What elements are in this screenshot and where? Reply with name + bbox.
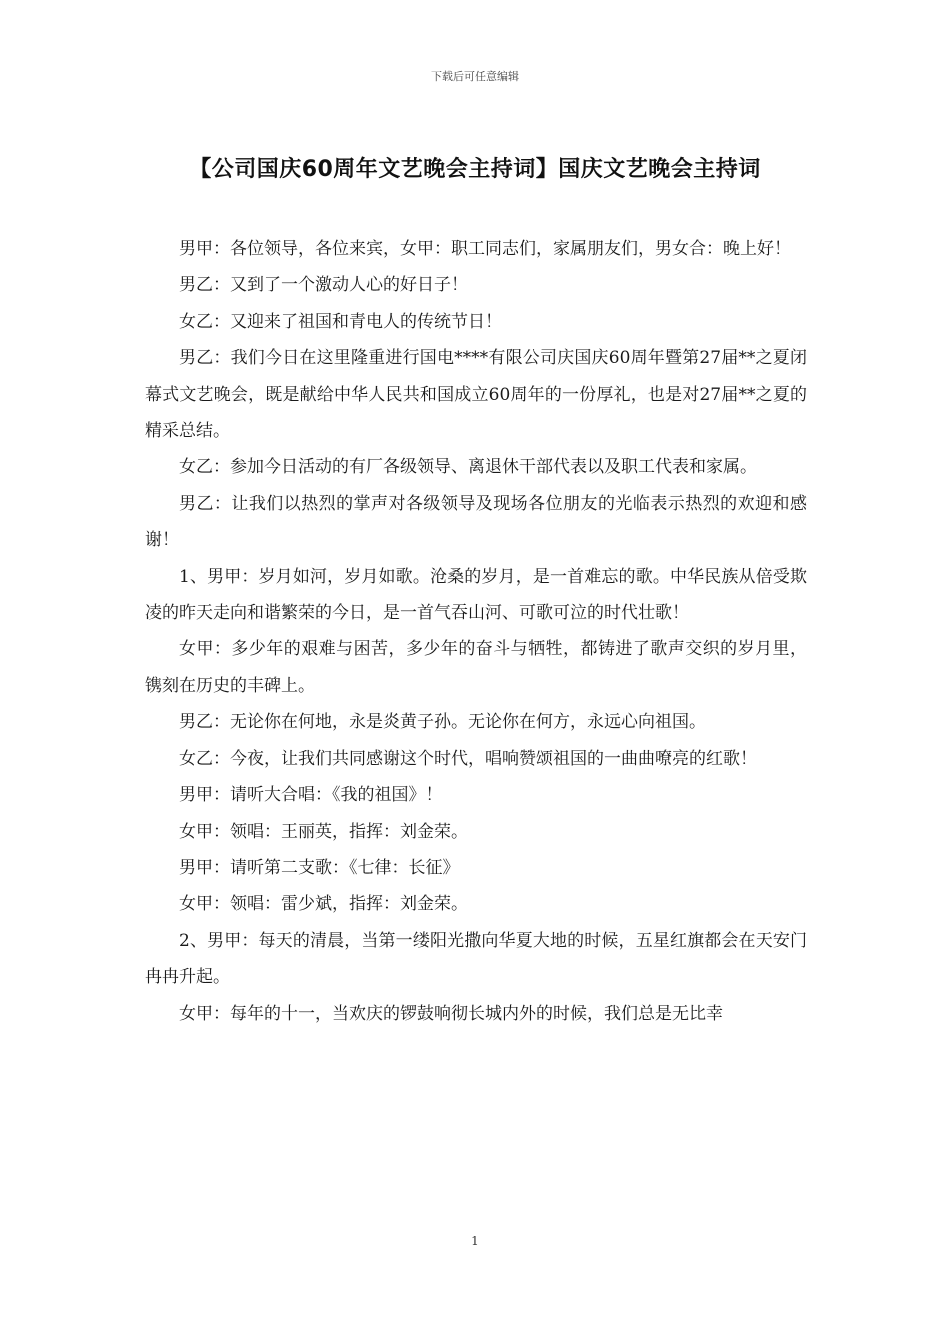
page-number: 1 (471, 1234, 479, 1248)
paragraph: 男甲：请听第二支歌：《七律：长征》 (179, 857, 460, 878)
paragraph: 男乙：我们今日在这里隆重进行国电****有限公司庆国庆60周年暨第27届**之夏闭幕式文艺晚会，既是献给中华人民共和国成立60周年的一份厚礼，也是对27届**之夏的精采总结。 (145, 348, 807, 442)
paragraph: 男甲：各位领导，各位来宾，女甲：职工同志们，家属朋友们，男女合：晚上好！ (179, 239, 791, 259)
paragraph: 男甲：请听大合唱：《我的祖国》！ (179, 785, 443, 806)
paragraph: 女甲：多少年的艰难与困苦，多少年的奋斗与牺牲，都铸进了歌声交织的岁月里，镌刻在历史的丰碑上。 (145, 639, 807, 696)
paragraph: 1、男甲：岁月如河，岁月如歌。沧桑的岁月，是一首难忘的歌。中华民族从倍受欺凌的昨天走向和谐繁荣的今日，是一首气吞山河、可歌可泣的时代壮歌！ (145, 566, 807, 624)
paragraph: 女乙：今夜，让我们共同感谢这个时代，唱响赞颂祖国的一曲曲嘹亮的红歌！ (179, 748, 757, 769)
paragraph: 女甲：每年的十一，当欢庆的锣鼓响彻长城内外的时候，我们总是无比幸 (179, 1003, 723, 1024)
paragraph: 女甲：领唱：王丽英，指挥：刘金荣。 (179, 821, 468, 842)
paragraph: 男乙：无论你在何地，永是炎黄子孙。无论你在何方，永远心向祖国。 (179, 712, 706, 733)
paragraph: 女乙：又迎来了祖国和青电人的传统节日！ (179, 311, 502, 332)
paragraph: 男乙：让我们以热烈的掌声对各级领导及现场各位朋友的光临表示热烈的欢迎和感谢！ (145, 493, 807, 551)
paragraph: 女甲：领唱：雷少斌，指挥：刘金荣。 (179, 894, 468, 915)
page-header: 下载后可任意编辑 (431, 70, 519, 83)
paragraph: 2、男甲：每天的清晨，当第一缕阳光撒向华夏大地的时候，五星红旗都会在天安门冉冉升起。 (145, 930, 807, 988)
document-title: 【公司国庆60周年文艺晚会主持词】国庆文艺晚会主持词 (189, 157, 761, 182)
paragraph: 男乙：又到了一个激动人心的好日子！ (179, 275, 468, 296)
paragraph: 女乙：参加今日活动的有厂各级领导、离退休干部代表以及职工代表和家属。 (179, 457, 757, 478)
document-body (145, 231, 807, 1032)
